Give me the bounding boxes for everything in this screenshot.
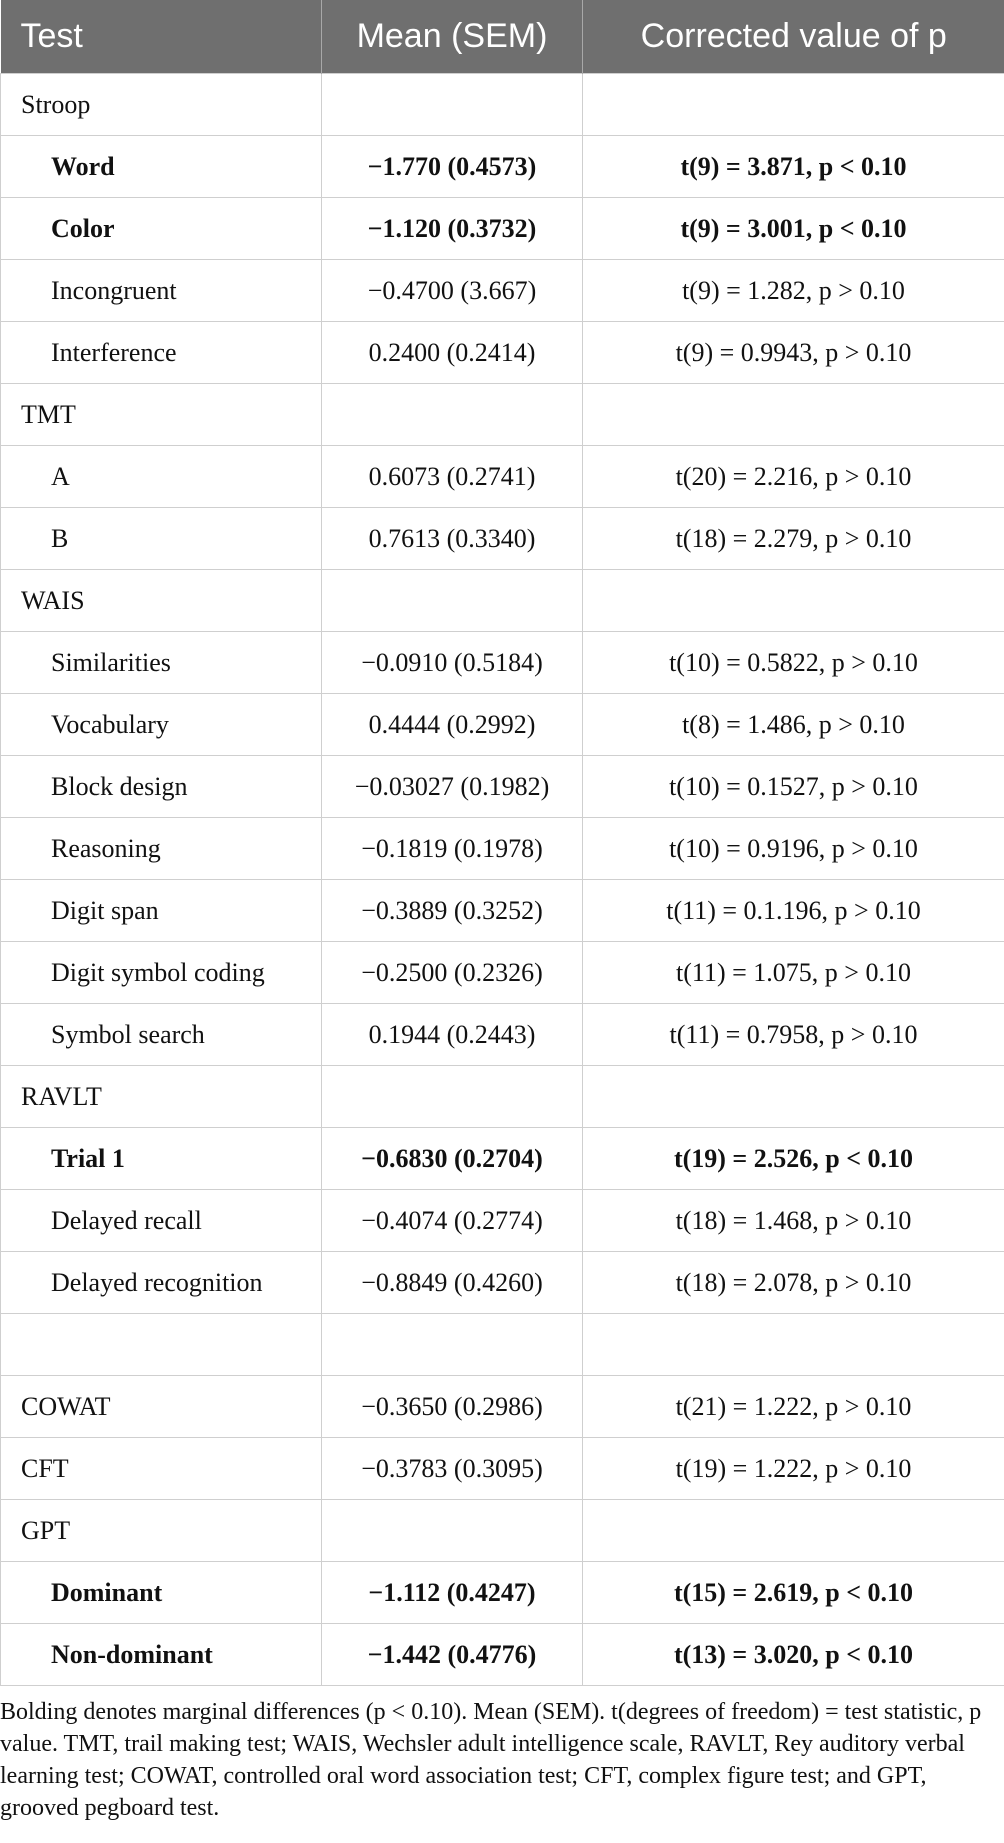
table-row (1, 756, 1004, 818)
cell-mean-sem: 0.4444 (0.2992) (322, 694, 583, 756)
cell-test: Symbol search (1, 1004, 322, 1066)
cell-mean-sem (322, 74, 583, 136)
cell-mean-sem: −0.0910 (0.5184) (322, 632, 583, 694)
cell-mean-sem: −0.4700 (3.667) (322, 260, 583, 322)
cell-corrected-p: t(18) = 1.468, p > 0.10 (583, 1190, 1004, 1252)
cell-mean-sem: −1.770 (0.4573) (322, 136, 583, 198)
table-header (1, 0, 1004, 74)
cell-test: TMT (1, 384, 322, 446)
cell-test: Similarities (1, 632, 322, 694)
table-row (1, 1314, 1004, 1376)
cell-corrected-p: t(15) = 2.619, p < 0.10 (583, 1562, 1004, 1624)
cell-corrected-p: t(19) = 2.526, p < 0.10 (583, 1128, 1004, 1190)
table-row (1, 1624, 1004, 1686)
table-row (1, 198, 1004, 260)
cell-test (1, 1314, 322, 1376)
cell-test: Delayed recognition (1, 1252, 322, 1314)
cell-corrected-p (583, 1500, 1004, 1562)
table-row (1, 1190, 1004, 1252)
table-row (1, 942, 1004, 1004)
table-row (1, 1252, 1004, 1314)
cell-corrected-p: t(9) = 3.001, p < 0.10 (583, 198, 1004, 260)
table-body (1, 74, 1004, 1686)
cell-mean-sem: −0.3650 (0.2986) (322, 1376, 583, 1438)
table-row (1, 570, 1004, 632)
cell-corrected-p: t(19) = 1.222, p > 0.10 (583, 1438, 1004, 1500)
cell-test: Stroop (1, 74, 322, 136)
cell-mean-sem (322, 1314, 583, 1376)
cell-corrected-p: t(18) = 2.279, p > 0.10 (583, 508, 1004, 570)
header-mean-sem: Mean (SEM) (322, 0, 583, 74)
cell-test: CFT (1, 1438, 322, 1500)
cell-mean-sem: 0.6073 (0.2741) (322, 446, 583, 508)
table-row (1, 1438, 1004, 1500)
table-footnote: Bolding denotes marginal differences (p < 0.10). Mean (SEM). t(degrees of freedom) = test statistic, p value. TMT, trail making test; WAIS, Wechsler adult intelligence scale, RAVLT, Rey auditory verbal learning test; COWAT, controlled oral word association test; CFT, complex figure test; and GPT, grooved pegboard test. (0, 1699, 982, 1821)
cell-test: Block design (1, 756, 322, 818)
cell-test: Vocabulary (1, 694, 322, 756)
cell-test: Interference (1, 322, 322, 384)
cell-corrected-p: t(9) = 0.9943, p > 0.10 (583, 322, 1004, 384)
cell-test: Digit symbol coding (1, 942, 322, 1004)
cell-corrected-p: t(21) = 1.222, p > 0.10 (583, 1376, 1004, 1438)
cell-mean-sem (322, 1066, 583, 1128)
cell-corrected-p: t(10) = 0.9196, p > 0.10 (583, 818, 1004, 880)
cell-corrected-p: t(10) = 0.1527, p > 0.10 (583, 756, 1004, 818)
cell-test: Reasoning (1, 818, 322, 880)
cell-mean-sem: −0.1819 (0.1978) (322, 818, 583, 880)
cell-test: Incongruent (1, 260, 322, 322)
table-row (1, 694, 1004, 756)
cell-mean-sem: −0.3783 (0.3095) (322, 1438, 583, 1500)
cell-mean-sem: −1.442 (0.4776) (322, 1624, 583, 1686)
cell-test: Trial 1 (1, 1128, 322, 1190)
table-row (1, 384, 1004, 446)
cell-corrected-p (583, 1314, 1004, 1376)
cell-test: A (1, 446, 322, 508)
table-row (1, 1500, 1004, 1562)
cell-test: B (1, 508, 322, 570)
cell-corrected-p (583, 1066, 1004, 1128)
cell-mean-sem: −1.120 (0.3732) (322, 198, 583, 260)
cell-test: WAIS (1, 570, 322, 632)
table-row (1, 880, 1004, 942)
cell-test: Color (1, 198, 322, 260)
cell-test: COWAT (1, 1376, 322, 1438)
cell-corrected-p: t(11) = 0.1.196, p > 0.10 (583, 880, 1004, 942)
cell-test: GPT (1, 1500, 322, 1562)
cell-mean-sem: −0.4074 (0.2774) (322, 1190, 583, 1252)
cell-mean-sem: 0.7613 (0.3340) (322, 508, 583, 570)
table-row (1, 74, 1004, 136)
cell-mean-sem (322, 570, 583, 632)
cell-mean-sem: −0.3889 (0.3252) (322, 880, 583, 942)
cell-corrected-p (583, 570, 1004, 632)
cell-mean-sem: −0.6830 (0.2704) (322, 1128, 583, 1190)
table-row (1, 1562, 1004, 1624)
cell-test: Delayed recall (1, 1190, 322, 1252)
cell-mean-sem: 0.2400 (0.2414) (322, 322, 583, 384)
cell-mean-sem: −0.2500 (0.2326) (322, 942, 583, 1004)
cell-corrected-p: t(11) = 0.7958, p > 0.10 (583, 1004, 1004, 1066)
table-row (1, 632, 1004, 694)
cell-corrected-p (583, 74, 1004, 136)
cell-test: Digit span (1, 880, 322, 942)
cell-corrected-p: t(11) = 1.075, p > 0.10 (583, 942, 1004, 1004)
cell-corrected-p: t(20) = 2.216, p > 0.10 (583, 446, 1004, 508)
cell-mean-sem: 0.1944 (0.2443) (322, 1004, 583, 1066)
table-row (1, 818, 1004, 880)
cell-test: Word (1, 136, 322, 198)
cell-mean-sem: −1.112 (0.4247) (322, 1562, 583, 1624)
table-row (1, 1376, 1004, 1438)
header-test: Test (1, 0, 322, 74)
cell-corrected-p: t(10) = 0.5822, p > 0.10 (583, 632, 1004, 694)
table-row (1, 260, 1004, 322)
table-row (1, 322, 1004, 384)
cell-corrected-p: t(18) = 2.078, p > 0.10 (583, 1252, 1004, 1314)
cell-mean-sem (322, 384, 583, 446)
cell-mean-sem: −0.03027 (0.1982) (322, 756, 583, 818)
cell-corrected-p: t(8) = 1.486, p > 0.10 (583, 694, 1004, 756)
cell-corrected-p: t(13) = 3.020, p < 0.10 (583, 1624, 1004, 1686)
cell-test: Dominant (1, 1562, 322, 1624)
cell-test: RAVLT (1, 1066, 322, 1128)
table-row (1, 508, 1004, 570)
cell-corrected-p: t(9) = 3.871, p < 0.10 (583, 136, 1004, 198)
table-row (1, 136, 1004, 198)
table-row (1, 446, 1004, 508)
table-row (1, 1004, 1004, 1066)
cell-corrected-p: t(9) = 1.282, p > 0.10 (583, 260, 1004, 322)
header-corrected-p: Corrected value of p (583, 0, 1004, 74)
cell-test: Non-dominant (1, 1624, 322, 1686)
cell-corrected-p (583, 384, 1004, 446)
cell-mean-sem (322, 1500, 583, 1562)
table-row (1, 1128, 1004, 1190)
table-row (1, 1066, 1004, 1128)
cell-mean-sem: −0.8849 (0.4260) (322, 1252, 583, 1314)
